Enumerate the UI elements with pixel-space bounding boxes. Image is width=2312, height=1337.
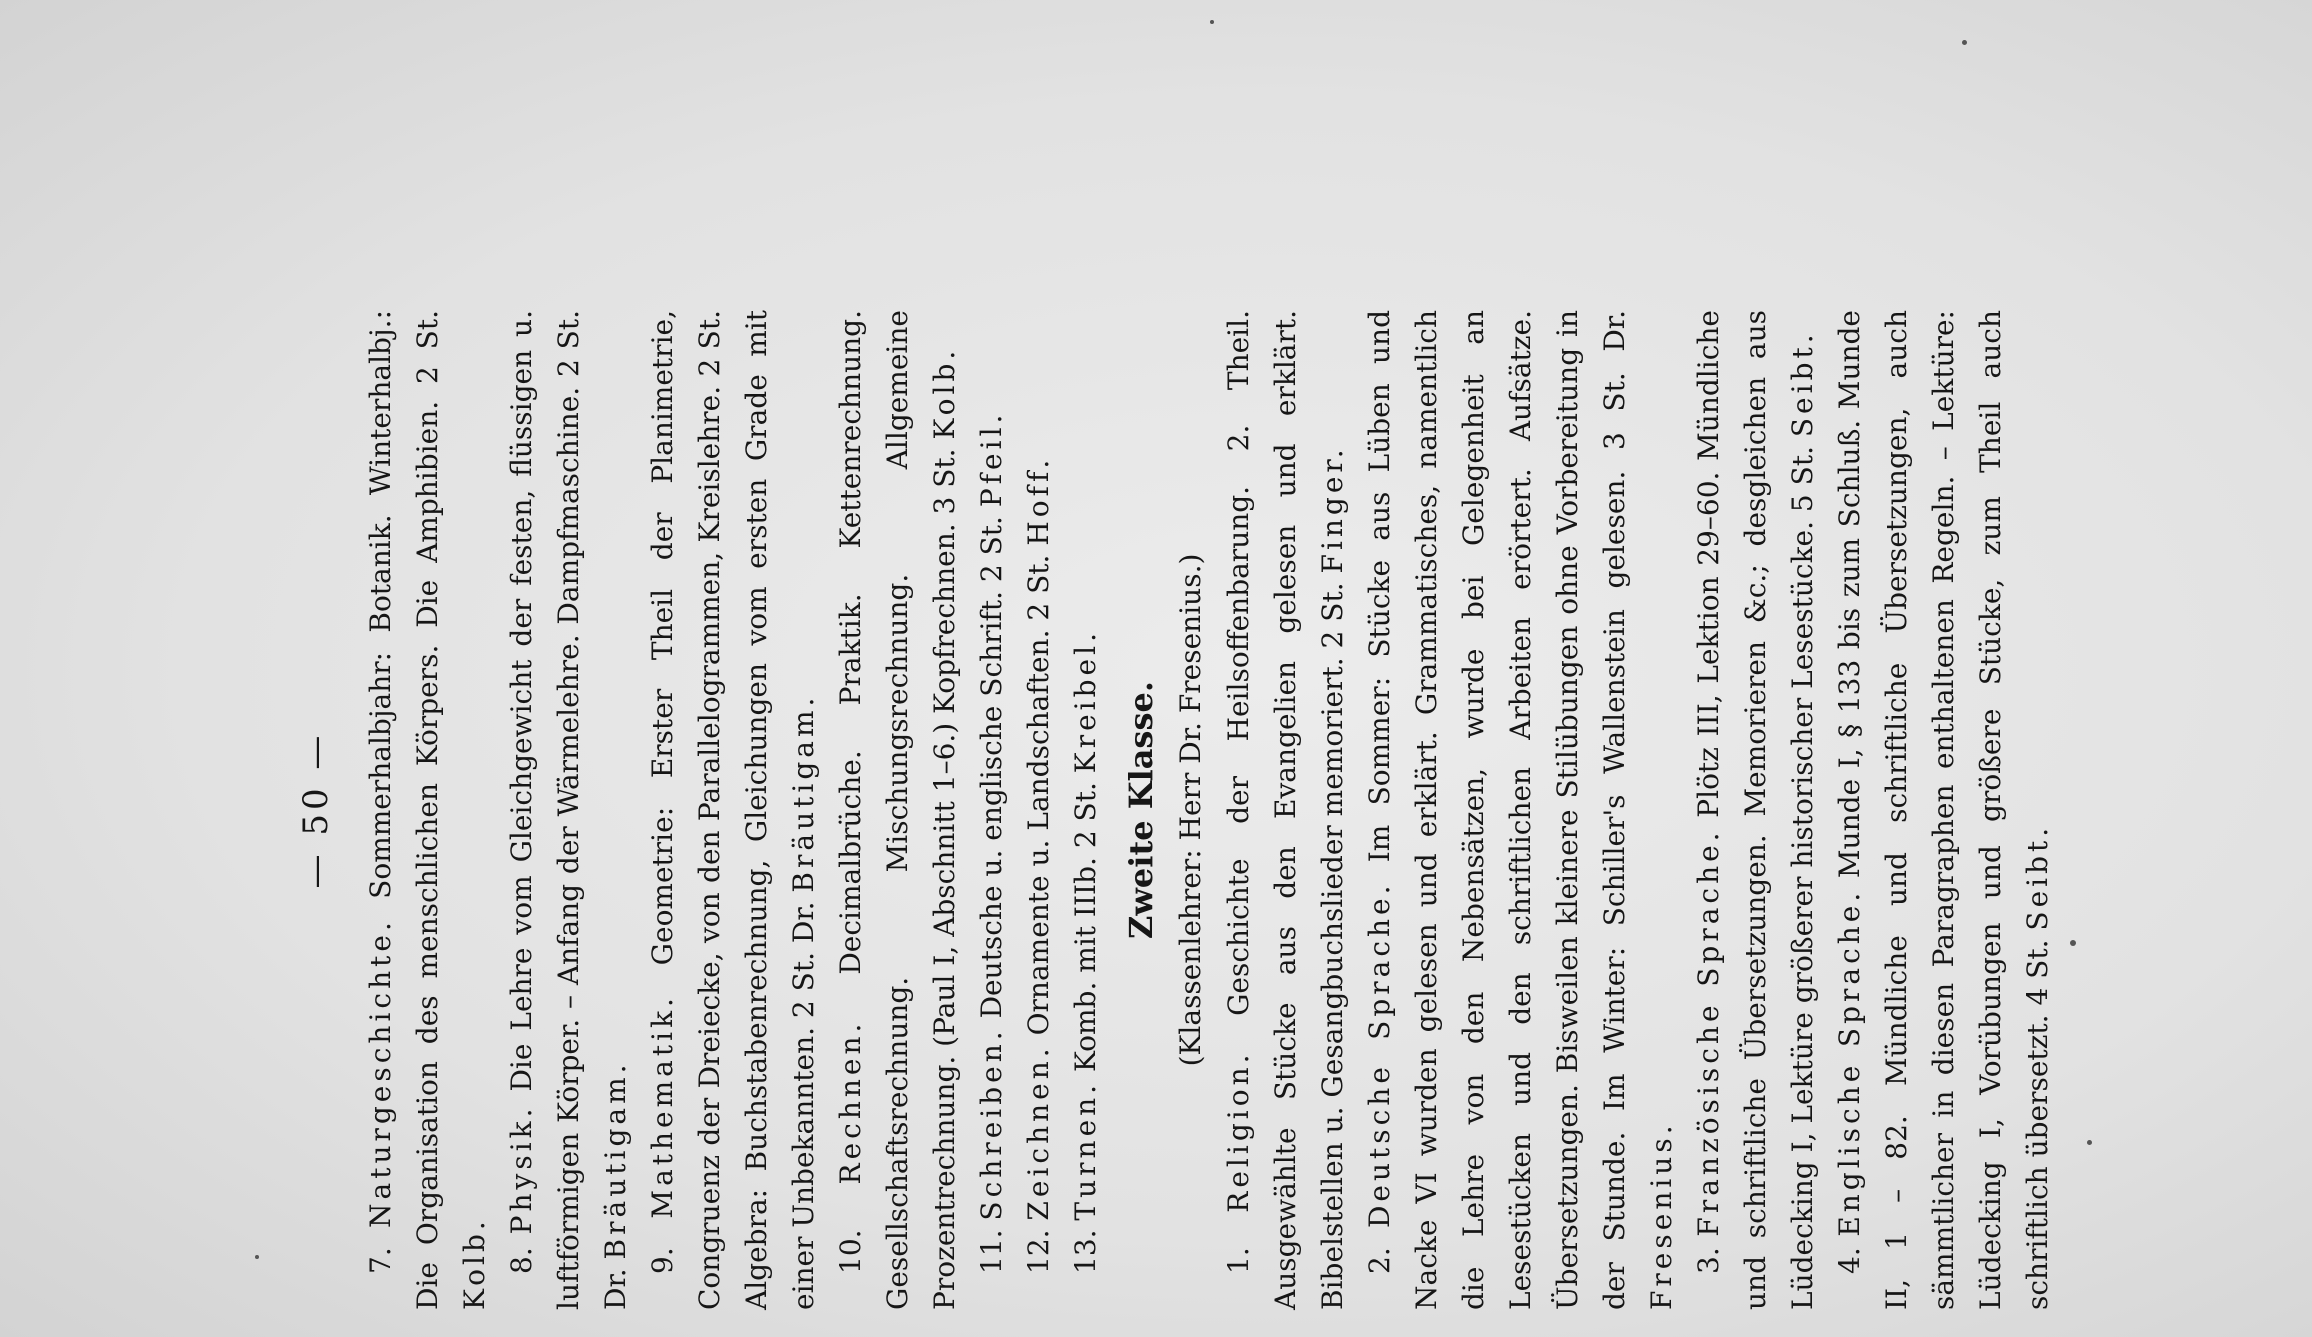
item-text: Komb. mit IIIb. 2 St.: [1069, 773, 1102, 1081]
item-title: Physik.: [505, 1104, 538, 1235]
list-item: [1062, 310, 1109, 1310]
list-item: [827, 310, 968, 1310]
list-item: [968, 310, 1015, 1310]
section-heading: Zweite Klasse.: [1122, 681, 1160, 939]
item-title: Naturgeschichte.: [364, 918, 397, 1228]
item-title: Religion.: [1222, 1050, 1255, 1213]
item-teacher: Kolb.: [928, 346, 961, 440]
section-subheading: (Klassenlehrer: Herr Dr. Fresenius.): [1174, 553, 1207, 1067]
item-number: 10.: [834, 1229, 867, 1274]
item-text: Plötz III, Lektion 29–60. Mündliche und schriftliche Übersetzungen. Memorieren &c.; desgleichen aus Lüdecking I, Lektüre größerer historischer Lesestücke. 5 St.: [1692, 310, 1819, 1310]
item-text: Im Sommer: Stücke aus Lüben und Nacke VI wurden gelesen und erklärt. Grammatisches, namentlich die Lehre von den Nebensätzen, wurde bei Gelegenheit an Lesestücken und den schriftlichen Arbeiten erörtert. Aufsätze. Übersetzungen. Bisweilen kleinere Stilübungen ohne Vorbereitung in der Stunde. Im Winter: Schiller's Wallenstein gelesen. 3 St. Dr.: [1363, 310, 1631, 1310]
item-number: 3.: [1692, 1247, 1725, 1274]
list-item: [639, 310, 827, 1310]
item-teacher: Pfeil.: [975, 410, 1008, 508]
item-teacher: Finger.: [1316, 445, 1349, 574]
item-teacher: Seibt.: [1786, 330, 1819, 438]
item-number: 2.: [1363, 1247, 1396, 1274]
list-item: [357, 310, 498, 1310]
item-number: 11.: [975, 1229, 1008, 1274]
item-teacher: Hoff.: [1022, 455, 1055, 546]
item-number: 12.: [1022, 1229, 1055, 1274]
item-title: Französische Sprache.: [1692, 828, 1725, 1237]
scan-speck: [2070, 940, 2076, 946]
item-title: Zeichnen.: [1022, 1044, 1055, 1221]
item-title: Englische Sprache.: [1833, 888, 1866, 1237]
item-title: Mathematik.: [646, 994, 679, 1219]
page-number: — 50 —: [296, 731, 336, 889]
item-teacher: Kolb.: [458, 1217, 491, 1310]
section-two: [1215, 310, 2061, 1310]
item-title: Turnen.: [1069, 1080, 1102, 1221]
item-text: Ornamente u. Landschaften. 2 St.: [1022, 545, 1055, 1045]
item-title: Deutsche Sprache.: [1363, 881, 1396, 1229]
item-number: 9.: [646, 1247, 679, 1274]
item-title: Rechnen.: [834, 1019, 867, 1185]
item-title: Schreiben.: [975, 1027, 1008, 1221]
item-text: Geschichte der Heilsoffenbarung. 2. Theil. Ausgewählte Stücke aus den Evangelien gelesen und erklärt. Bibelstellen u. Gesangbuchslieder memoriert. 2 St.: [1222, 310, 1349, 1310]
rotated-page-content: [293, 309, 2054, 1310]
item-number: 4.: [1833, 1247, 1866, 1274]
item-number: 13.: [1069, 1229, 1102, 1274]
item-teacher: Kreibel.: [1069, 629, 1102, 774]
scan-speck: [2087, 1140, 2092, 1145]
scan-speck: [255, 1255, 259, 1259]
item-text: Decimalbrüche. Praktik. Kettenrechnung. Gesellschaftsrechnung. Mischungsrechnung. Allgemeine Prozentrechnung. (Paul I, Abschnitt 1–6.) Kopfrechnen. 3 St.: [834, 310, 961, 1310]
item-teacher: Seibt.: [2021, 823, 2054, 931]
scan-speck: [1210, 20, 1214, 24]
list-item: [1685, 310, 1826, 1310]
list-item: [1015, 310, 1062, 1310]
item-number: 7.: [364, 1247, 397, 1274]
scan-speck: [1962, 40, 1967, 45]
section-one: [357, 310, 1109, 1310]
item-text: Munde I, § 133 bis zum Schluß. Munde II, 1 – 82. Mündliche und schriftliche Übersetzungen, auch sämmtlicher in diesen Paragraphen enthaltenen Regeln. – Lektüre: Lüdecking I, Vorübungen und größere Stücke, zum Theil auch schriftlich übersetzt. 4 St.: [1833, 309, 2054, 1310]
item-teacher: Bräutigam.: [599, 1060, 632, 1260]
item-number: 8.: [505, 1247, 538, 1274]
item-number: 1.: [1222, 1247, 1255, 1274]
list-item: [1356, 310, 1685, 1310]
item-teacher: Bräutigam.: [787, 693, 820, 893]
list-item: [1215, 310, 1356, 1310]
item-text: Sommerhalbjahr: Botanik. Winterhalbj.: Die Organisation des menschlichen Körpers. Die Amphibien. 2 St.: [364, 310, 444, 1310]
list-item: [498, 310, 639, 1310]
item-text: Die Lehre vom Gleichgewicht der festen, flüssigen u. luftförmigen Körper. – Anfang der Wärmelehre. Dampfmaschine. 2 St. Dr.: [505, 310, 632, 1310]
list-item: [1826, 310, 2061, 1310]
item-text: Geometrie: Erster Theil der Planimetrie, Congruenz der Dreiecke, von den Parallelogrammen, Kreislehre. 2 St. Algebra: Buchstabenrechnung, Gleichungen vom ersten Grade mit einer Unbekannten. 2 St. Dr.: [646, 310, 820, 1310]
item-text: Deutsche u. englische Schrift. 2 St.: [975, 507, 1008, 1028]
item-teacher: Fresenius.: [1645, 1121, 1678, 1310]
